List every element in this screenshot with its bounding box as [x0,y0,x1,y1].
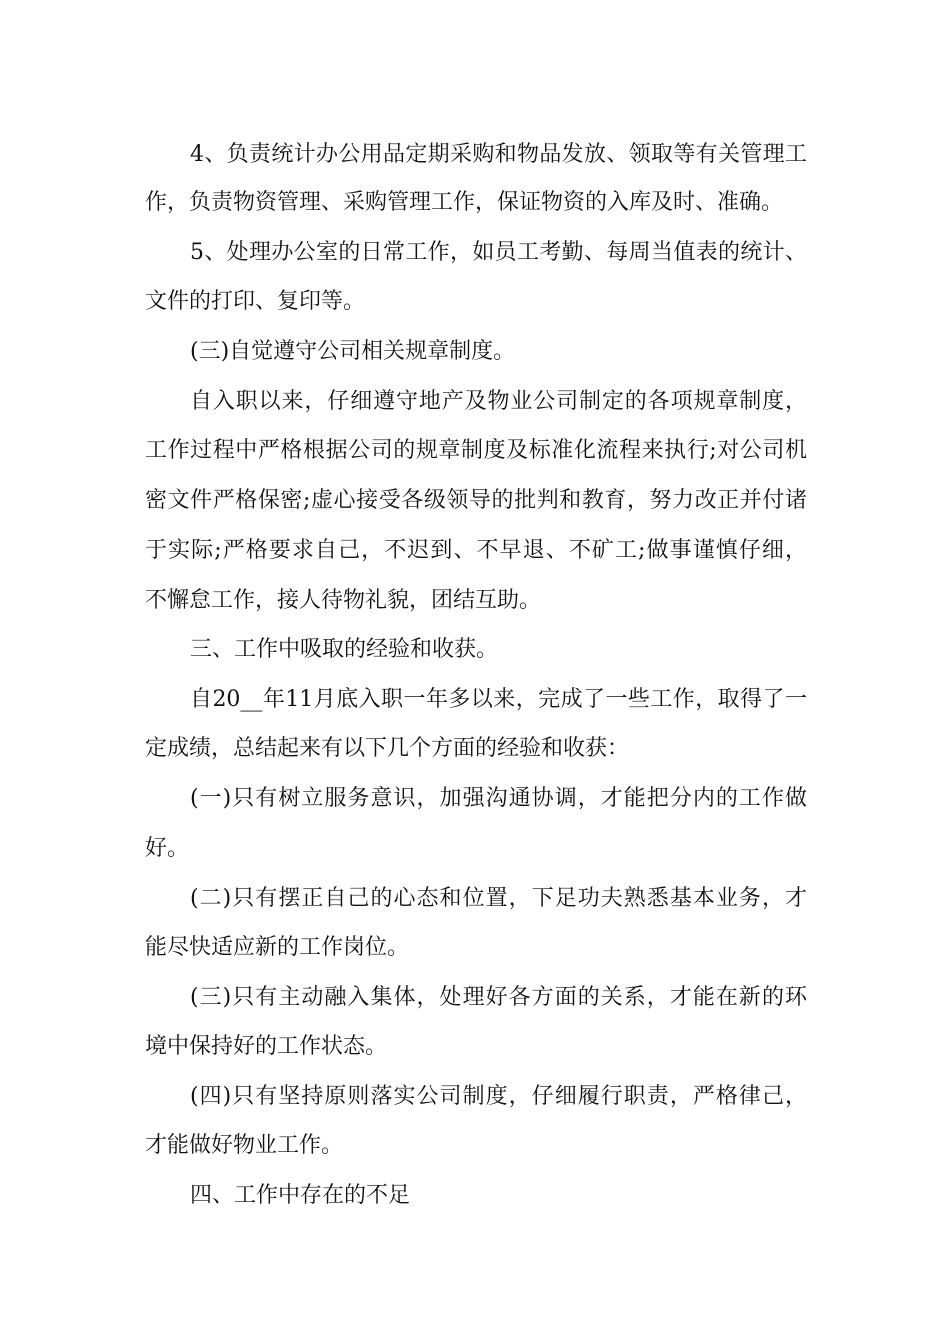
paragraph-line: 自20__年11月底入职一年多以来，完成了一些工作，取得了一 [190,687,807,712]
section-heading: 四、工作中存在的不足 [190,1183,411,1208]
paragraph-line: 不懈怠工作，接人待物礼貌，团结互助。 [145,588,542,613]
paragraph-line: 4、负责统计办公用品定期采购和物品发放、领取等有关管理工 [190,142,807,167]
paragraph-line: 文件的打印、复印等。 [145,289,366,314]
paragraph-line: (三)只有主动融入集体，处理好各方面的关系，才能在新的环 [190,985,807,1010]
paragraph-line: 5、处理办公室的日常工作，如员工考勤、每周当值表的统计、 [190,240,807,265]
paragraph-line: 才能做好物业工作。 [145,1133,344,1158]
paragraph-line: 能尽快适应新的工作岗位。 [145,935,410,960]
paragraph-line: (二)只有摆正自己的心态和位置，下足功夫熟悉基本业务，才 [190,886,807,911]
section-heading: 三、工作中吸取的经验和收获。 [190,637,499,662]
paragraph-line: 工作过程中严格根据公司的规章制度及标准化流程来执行;对公司机 [145,438,807,463]
paragraph-line: 定成绩，总结起来有以下几个方面的经验和收获： [145,736,630,761]
paragraph-line: 自入职以来，仔细遵守地产及物业公司制定的各项规章制度， [190,389,807,414]
section-heading: (三)自觉遵守公司相关规章制度。 [190,339,516,364]
paragraph-line: 境中保持好的工作状态。 [145,1034,388,1059]
paragraph-line: (一)只有树立服务意识，加强沟通协调，才能把分内的工作做 [190,786,807,811]
paragraph-line: (四)只有坚持原则落实公司制度，仔细履行职责，严格律己， [190,1084,807,1109]
paragraph-line: 于实际;严格要求自己，不迟到、不早退、不矿工;做事谨慎仔细， [145,538,807,563]
paragraph-line: 作，负责物资管理、采购管理工作，保证物资的入库及时、准确。 [145,190,784,215]
paragraph-line: 密文件严格保密;虚心接受各级领导的批判和教育，努力改正并付诸 [145,488,807,513]
paragraph-line: 好。 [145,836,190,861]
